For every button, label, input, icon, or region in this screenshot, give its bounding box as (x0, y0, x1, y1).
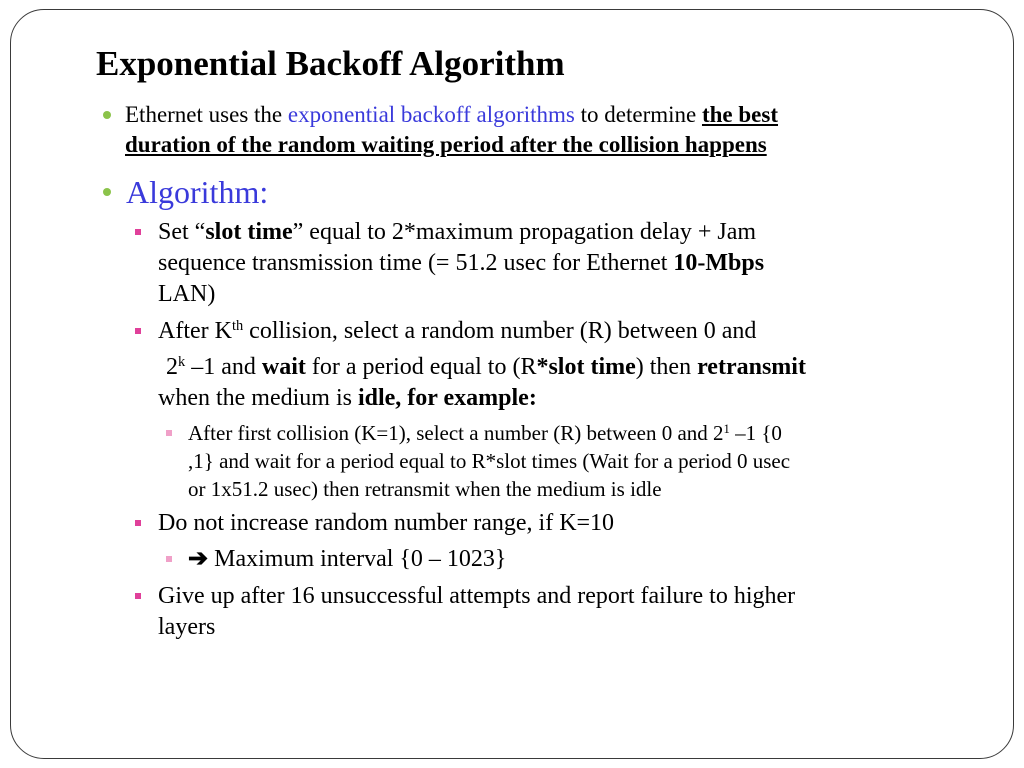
slot-time-line2 (158, 248, 764, 279)
random-range-item: Do not increase random number range, if K=10 (158, 510, 615, 536)
kth-collision-line1 (158, 316, 756, 347)
text-fragment: to determine (574, 102, 702, 127)
bold-idle-example: idle, for example: (357, 385, 537, 411)
first-collision-line3: or 1x51.2 usec) then retransmit when the medium is idle (188, 477, 662, 501)
text-fragment: After K (158, 318, 232, 344)
bullet-square-icon (135, 328, 141, 334)
text-fragment: After first collision (K=1), select a number (R) between 0 and 2 (188, 421, 724, 445)
max-interval-item (188, 544, 506, 575)
algorithm-heading: Algorithm: (126, 174, 269, 210)
give-up-line2: layers (158, 614, 216, 640)
text-fragment: Set “ (158, 219, 206, 245)
emphasis-the-best: the best (701, 102, 779, 127)
slot-time-line3: LAN) (158, 281, 216, 307)
bold-wait: wait (261, 354, 306, 380)
text-fragment: Ethernet uses the (125, 102, 288, 127)
give-up-line1: Give up after 16 unsuccessful attempts and report failure to higher (158, 583, 796, 609)
superscript-1: 1 (723, 422, 730, 437)
first-collision-line1 (188, 419, 782, 447)
superscript-th: th (231, 318, 244, 335)
text-fragment: when the medium is (158, 385, 358, 411)
bullet-dot-icon (103, 188, 111, 196)
text-fragment: ) then (635, 354, 698, 380)
bold-retransmit: retransmit (697, 354, 806, 380)
text-fragment: collision, select a random number (R) between 0 and (243, 318, 757, 344)
text-fragment: –1 {0 (729, 421, 782, 445)
bullet-square-icon (166, 556, 172, 562)
bold-10-mbps: 10-Mbps (673, 250, 765, 276)
kth-collision-line2 (166, 352, 806, 383)
bullet-square-icon (166, 430, 172, 436)
text-fragment: ” equal to 2*maximum propagation delay + Jam (292, 219, 757, 245)
highlight-exponential-backoff: exponential backoff algorithms (287, 102, 575, 127)
bold-slot-time: slot time (205, 219, 293, 245)
bullet-ethernet-line1 (125, 100, 778, 130)
slide-title: Exponential Backoff Algorithm (96, 44, 565, 83)
text-fragment: –1 and (185, 354, 262, 380)
bullet-square-icon (135, 593, 141, 599)
text-fragment: 2 (166, 354, 178, 380)
text-fragment: Maximum interval {0 – 1023} (208, 546, 507, 572)
text-fragment: sequence transmission time (= 51.2 usec for Ethernet (158, 250, 674, 276)
bullet-ethernet-line2: duration of the random waiting period after the collision happens (125, 132, 767, 157)
first-collision-line2: ,1} and wait for a period equal to R*slot times (Wait for a period 0 usec (188, 449, 791, 473)
bullet-dot-icon (103, 111, 111, 119)
bullet-square-icon (135, 520, 141, 526)
arrow-right-icon: ➔ (188, 546, 209, 572)
superscript-k: k (178, 354, 186, 371)
slot-time-line1 (158, 217, 756, 248)
bullet-square-icon (135, 229, 141, 235)
text-fragment: for a period equal to (R (305, 354, 537, 380)
bold-slot-time: *slot time (536, 354, 636, 380)
kth-collision-line3 (158, 383, 537, 414)
